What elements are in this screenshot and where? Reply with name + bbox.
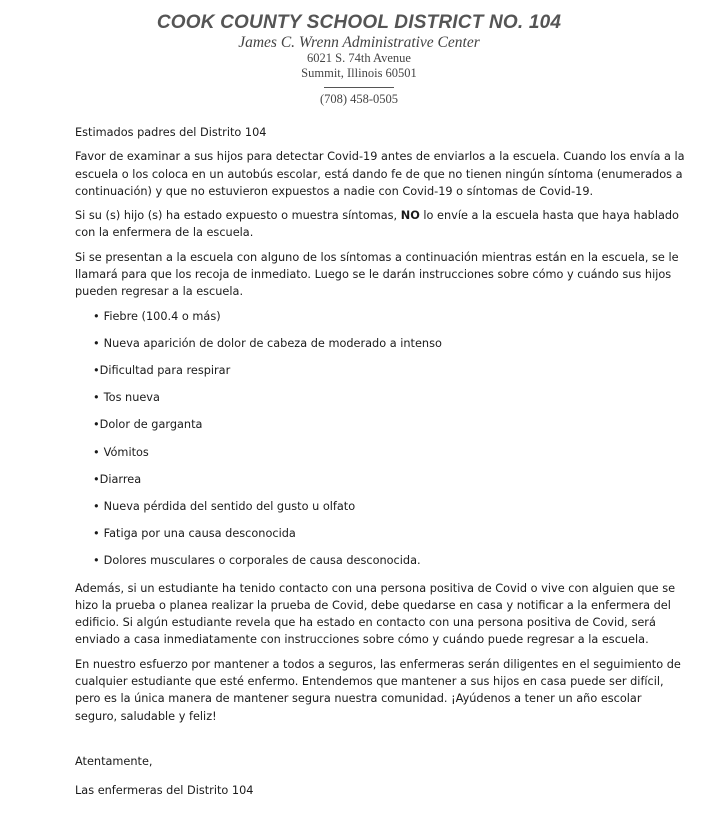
symptom-item [93, 471, 687, 498]
greeting: Estimados padres del Distrito 104 [75, 126, 267, 139]
symptom-item [93, 335, 687, 362]
symptom-text: Dificultad para respirar [99, 364, 231, 378]
paragraph-safety: En nuestro esfuerzo por mantener a todos a seguros, las enfermeras serán diligentes en el seguimiento de cualquier estudiante que esté enfermo. Entendemos que mantener a sus hijos en casa puede ser difícil, pero es la única manera de mantener segura nuestra comunidad. ¡Ayúdenos a tener un año escolar seguro, saludable y feliz! [75, 657, 681, 723]
symptom-item [93, 362, 687, 389]
paragraph-pickup: Si se presentan a la escuela con alguno de los síntomas a continuación mientras están en la escuela, se le llamará para que los recoja de inmediato. Luego se le darán instrucciones sobre cómo y cuándo sus hijos pueden regresar a la escuela. [75, 250, 679, 299]
bullet-icon: • [93, 336, 100, 350]
symptom-text: Nueva aparición de dolor de cabeza de moderado a intenso [103, 336, 442, 350]
signature: Las enfermeras del Distrito 104 [75, 784, 254, 798]
exposure-emphasis: NO [400, 209, 420, 223]
symptom-text: Fiebre (100.4 o más) [103, 309, 221, 323]
street-address: 6021 S. 74th Avenue [307, 51, 411, 65]
district-name: COOK COUNTY SCHOOL DISTRICT NO. 104 [156, 12, 562, 33]
bullet-icon: • [93, 445, 100, 459]
phone-number: (708) 458-0505 [319, 92, 399, 106]
paragraph-contact: Además, si un estudiante ha tenido contacto con una persona positiva de Covid o vive con alguien que se hizo la prueba o planea realizar la prueba de Covid, debe quedarse en casa y notificar a la enfermera del edificio. Si algún estudiante revela que ha estado en contacto con una persona positiva de Covid, será enviado a casa inmediatamente con instrucciones sobre cómo y cuándo puede regresar a la escuela. [75, 581, 676, 647]
symptom-text: Nueva pérdida del sentido del gusto u olfato [103, 499, 356, 513]
symptom-text: Fatiga por una causa desconocida [103, 527, 296, 541]
bullet-icon: • [93, 472, 100, 486]
letter-body [75, 124, 687, 807]
bullet-icon: • [93, 554, 100, 568]
bullet-icon: • [93, 391, 100, 405]
symptom-item [93, 389, 687, 416]
letterhead [0, 0, 718, 107]
symptom-text: Tos nueva [103, 391, 160, 405]
symptom-item [93, 416, 687, 443]
bullet-icon: • [93, 364, 100, 378]
symptom-text: Vómitos [103, 445, 149, 459]
closing: Atentamente, [75, 754, 153, 768]
bullet-icon: • [93, 527, 100, 541]
symptom-item [93, 552, 687, 579]
paragraph-exposure [75, 207, 687, 242]
exposure-text-end: lo envíe a la escuela hasta que haya hablado con la enfermera de la escuela. [75, 209, 679, 240]
exposure-text-start: Si su (s) hijo (s) ha estado expuesto o muestra síntomas, [75, 209, 401, 223]
symptom-text: Dolor de garganta [99, 418, 203, 432]
bullet-icon: • [93, 418, 100, 432]
administrative-center: James C. Wrenn Administrative Center [238, 34, 480, 51]
symptom-list [93, 308, 687, 580]
symptom-text: Dolores musculares o corporales de causa desconocida. [103, 554, 421, 568]
symptom-item [93, 525, 687, 552]
header-divider [324, 87, 394, 88]
symptom-item [93, 308, 687, 335]
symptom-item [93, 498, 687, 525]
bullet-icon: • [93, 309, 100, 323]
symptom-item [93, 444, 687, 471]
city-address: Summit, Illinois 60501 [301, 66, 417, 80]
bullet-icon: • [93, 499, 100, 513]
paragraph-screening: Favor de examinar a sus hijos para detectar Covid-19 antes de enviarlos a la escuela. Cuando los envía a la escuela o los coloca en un autobús escolar, está dando fe de que no tienen ningún síntoma (enumerados a continuación) y que no estuvieron expuestos a nadie con Covid-19 o síntomas de Covid-19. [75, 150, 685, 198]
symptom-text: Diarrea [99, 472, 142, 486]
